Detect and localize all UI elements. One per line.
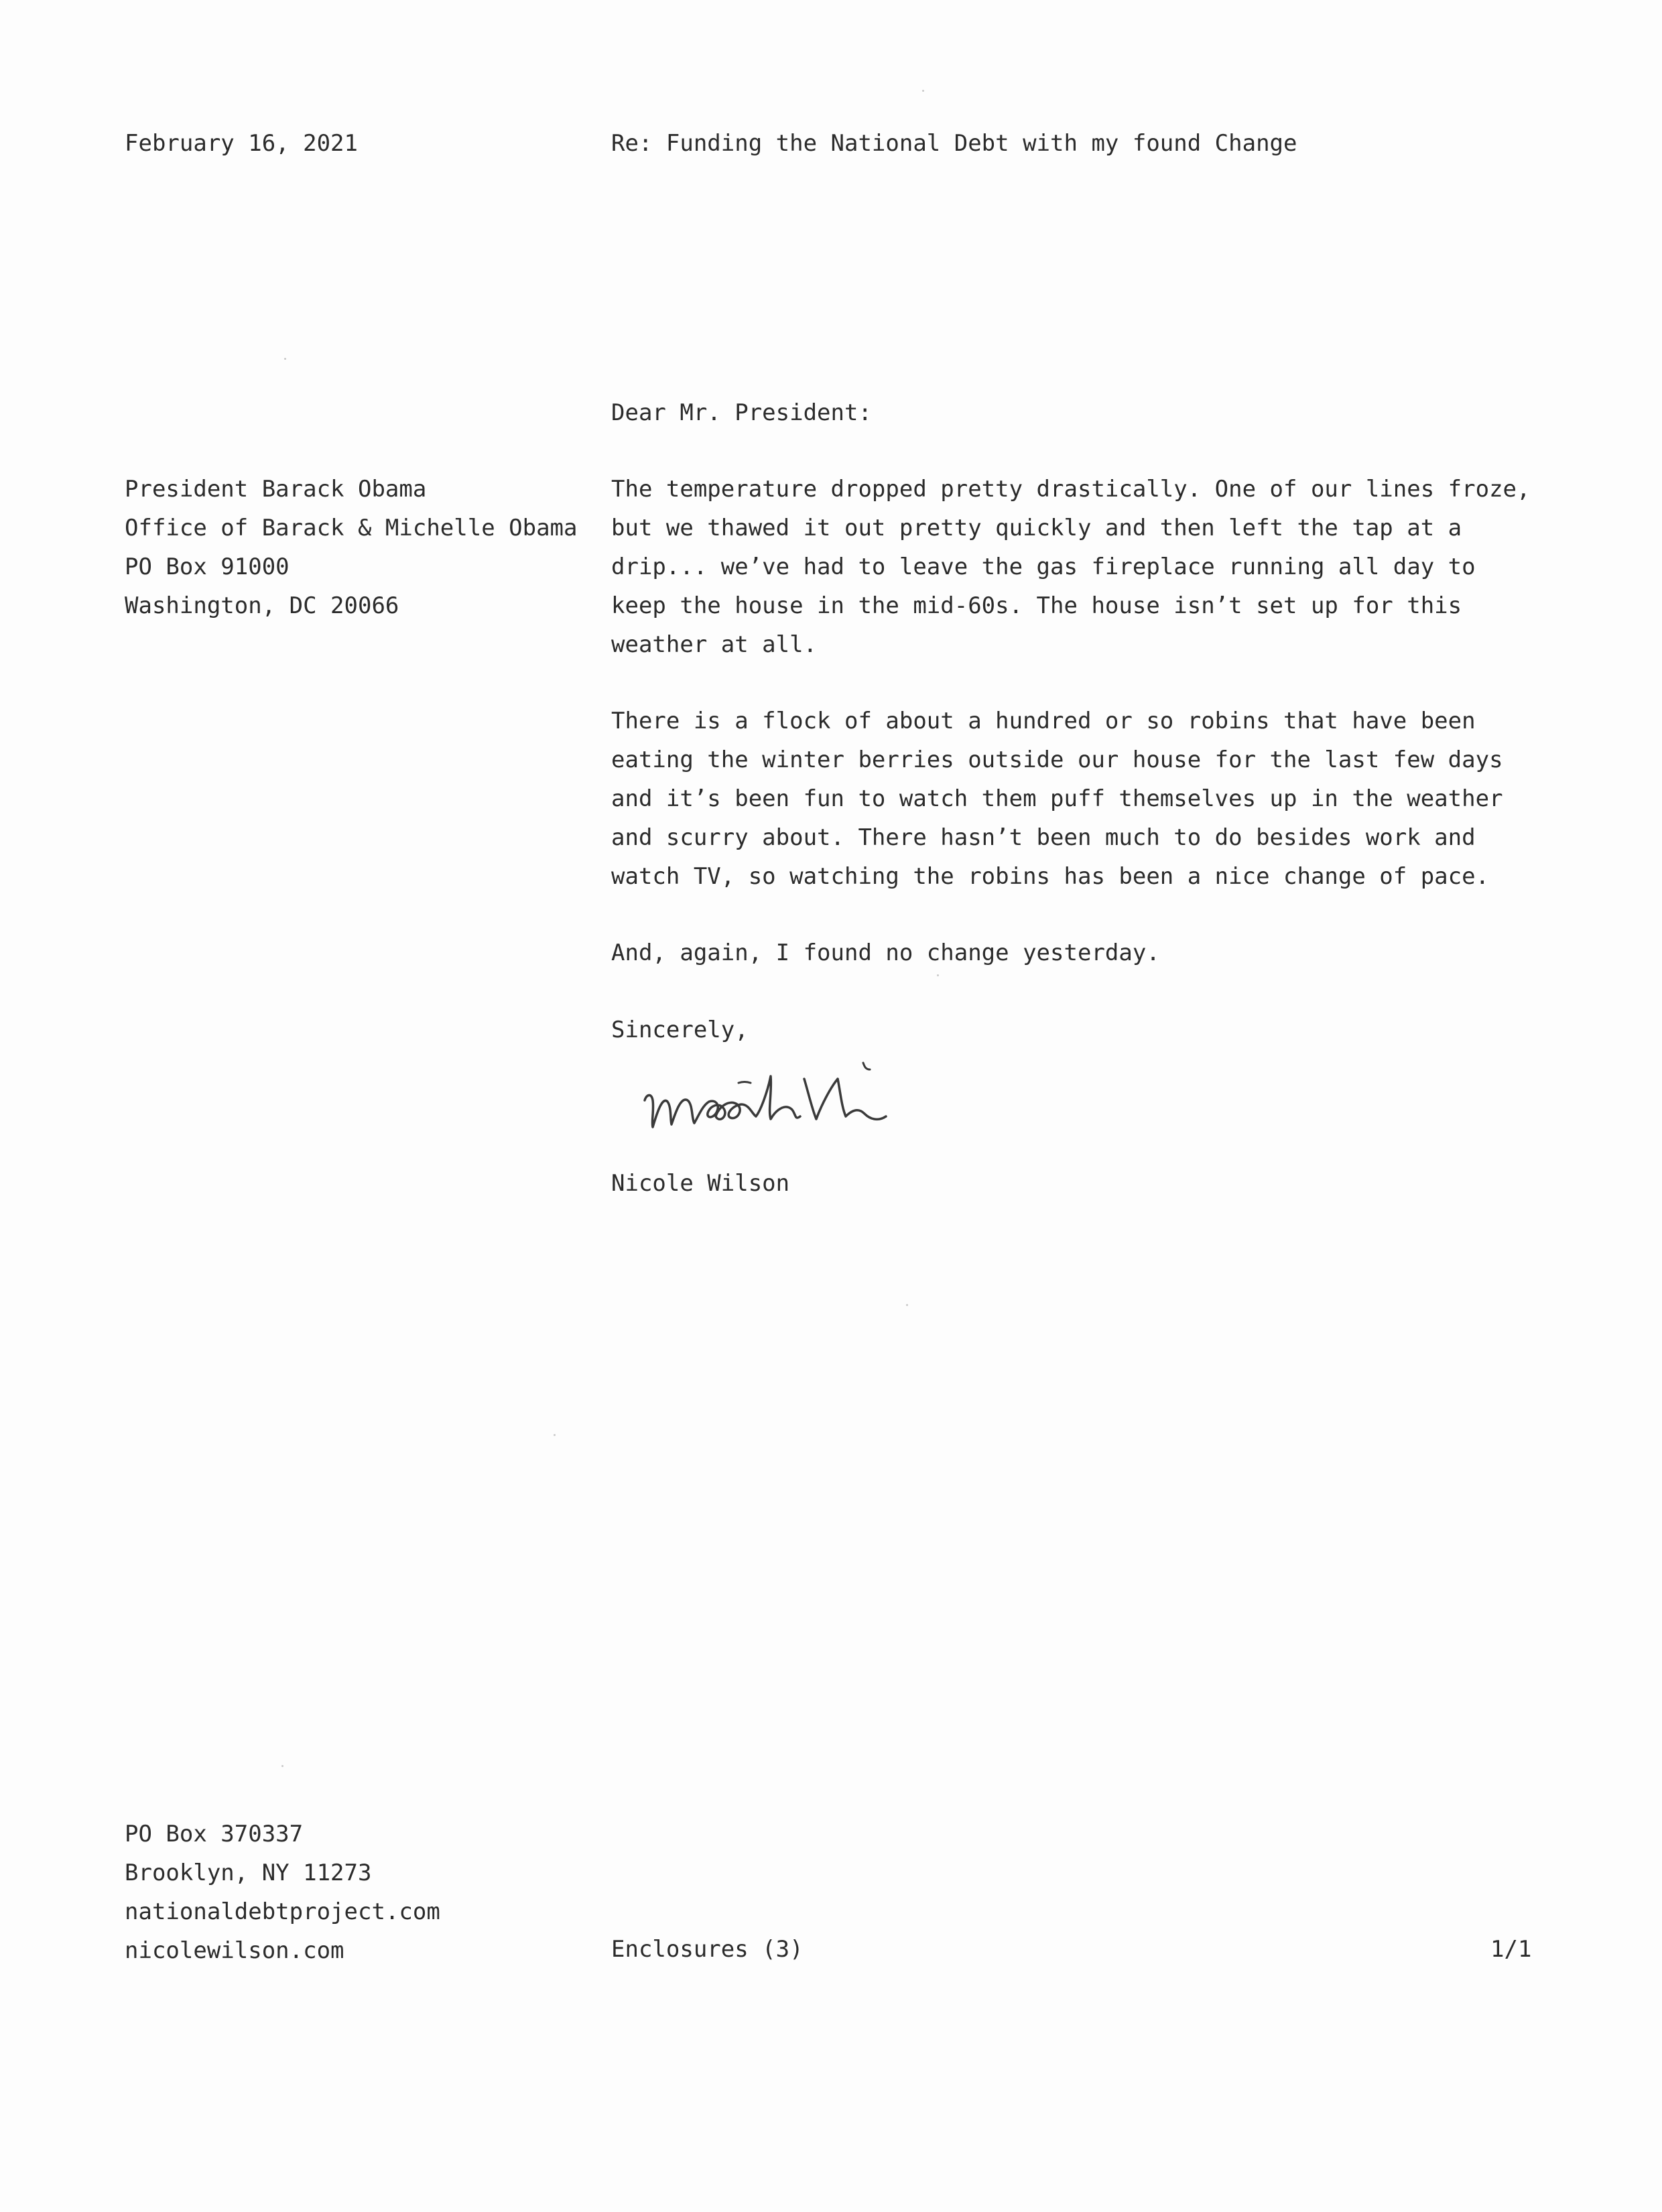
closing: Sincerely, xyxy=(611,1017,749,1043)
body-line: weather at all. xyxy=(611,631,818,658)
body-line: watch TV, so watching the robins has been a nice change of pace. xyxy=(611,863,1490,890)
page-number: 1/1 xyxy=(1490,1936,1532,1963)
sender-website-personal: nicolewilson.com xyxy=(125,1937,344,1964)
handwritten-signature xyxy=(637,1052,992,1153)
recipient-po-box: PO Box 91000 xyxy=(125,554,290,580)
body-line: and it’s been fun to watch them puff themselves up in the weather xyxy=(611,785,1503,812)
body-line: keep the house in the mid-60s. The house isn’t set up for this xyxy=(611,592,1462,619)
letter-date: February 16, 2021 xyxy=(125,130,358,157)
body-paragraph-1 xyxy=(611,470,1530,664)
paper-speck xyxy=(554,1434,556,1436)
recipient-name: President Barack Obama xyxy=(125,476,427,503)
sender-po-box: PO Box 370337 xyxy=(125,1821,304,1847)
paper-speck xyxy=(906,1304,908,1306)
body-line: and scurry about. There hasn’t been much to do besides work and xyxy=(611,824,1476,851)
body-line: The temperature dropped pretty drastically. One of our lines froze, xyxy=(611,476,1531,503)
paper-speck xyxy=(284,358,286,360)
body-paragraph-2 xyxy=(611,702,1503,896)
letter-subject: Re: Funding the National Debt with my found Change xyxy=(611,130,1297,157)
recipient-city: Washington, DC 20066 xyxy=(125,592,399,619)
salutation: Dear Mr. President: xyxy=(611,399,872,426)
body-line: There is a flock of about a hundred or so robins that have been xyxy=(611,708,1476,734)
paper-speck xyxy=(281,1765,283,1767)
signer-name: Nicole Wilson xyxy=(611,1170,790,1197)
enclosures-note: Enclosures (3) xyxy=(611,1936,804,1963)
recipient-address xyxy=(125,470,578,625)
paper-speck xyxy=(922,90,924,92)
sender-address xyxy=(125,1815,440,1970)
body-line: And, again, I found no change yesterday. xyxy=(611,939,1160,966)
body-line: but we thawed it out pretty quickly and then left the tap at a xyxy=(611,515,1462,541)
body-line: eating the winter berries outside our house for the last few days xyxy=(611,746,1503,773)
sender-city: Brooklyn, NY 11273 xyxy=(125,1860,372,1886)
recipient-office: Office of Barack & Michelle Obama xyxy=(125,515,578,541)
body-paragraph-3 xyxy=(611,933,1160,972)
sender-website-project: nationaldebtproject.com xyxy=(125,1898,440,1925)
body-line: drip... we’ve had to leave the gas fireplace running all day to xyxy=(611,554,1476,580)
paper-speck xyxy=(937,974,939,976)
